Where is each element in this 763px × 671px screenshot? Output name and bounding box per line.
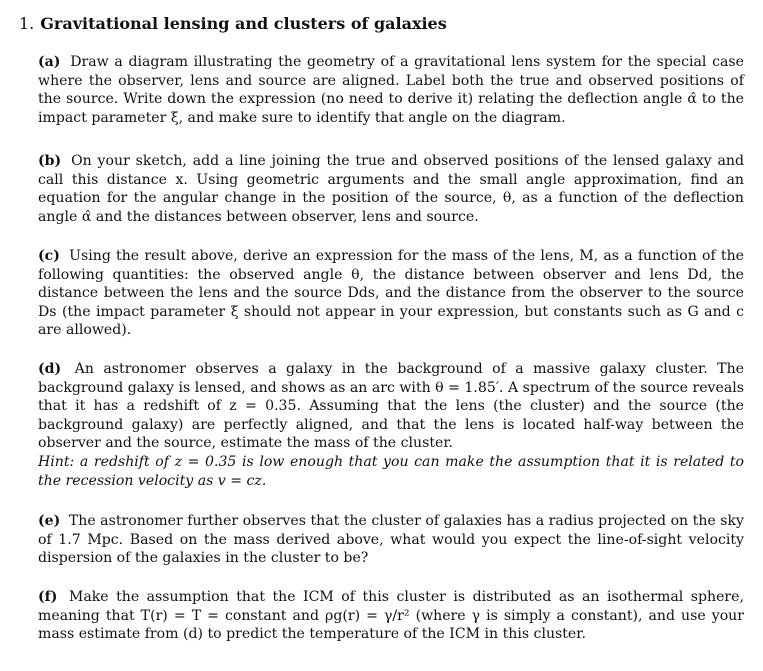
part-d bbox=[38, 360, 744, 490]
part-c-text: Using the result above, derive an expression for the mass of the lens, M, as a function of the following quantities: the observed angle θ, the distance between observer and lens Dd, the distance between the lens and the source Dds, and the distance from the observer to the source Ds (the impact parameter ξ should not appear in your expression, but constants such as G and c are allowed). bbox=[38, 248, 744, 339]
part-a bbox=[38, 53, 744, 127]
part-e-label: (e) bbox=[38, 513, 61, 529]
part-a-text: Draw a diagram illustrating the geometry of a gravitational lens system for the special case where the observer, lens and source are aligned. Label both the true and observed positions of the source. Write down the expression (no need to derive it) relating the deflection angle α̂ to the impact parameter ξ, and make sure to identify that angle on the diagram. bbox=[38, 54, 744, 126]
part-e bbox=[38, 512, 744, 568]
part-d-label: (d) bbox=[38, 361, 62, 377]
question-heading bbox=[19, 14, 447, 33]
part-c-label: (c) bbox=[38, 248, 60, 264]
part-b-label: (b) bbox=[38, 153, 62, 169]
part-b bbox=[38, 152, 744, 226]
part-c bbox=[38, 247, 744, 340]
part-e-text: The astronomer further observes that the cluster of galaxies has a radius projected on the sky of 1.7 Mpc. Based on the mass derived above, what would you expect the line-of-sight velocity dispersion of the galaxies in the cluster to be? bbox=[38, 513, 745, 567]
part-b-text: On your sketch, add a line joining the true and observed positions of the lensed galaxy and call this distance x. Using geometric arguments and the small angle approximation, find an equation for the angular change in the position of the source, θ, as a function of the deflection angle α̂ and the distances between observer, lens and source. bbox=[38, 153, 744, 225]
question-title: Gravitational lensing and clusters of galaxies bbox=[40, 14, 447, 33]
question-number: 1. bbox=[19, 14, 35, 33]
part-a-label: (a) bbox=[38, 54, 61, 70]
part-f-text: Make the assumption that the ICM of this cluster is distributed as an isothermal sphere, meaning that T(r) = T = constant and ρg(r) = γ/r² (where γ is simply a constant), and use your mass estimate from (d) to predict the temperature of the ICM in this cluster. bbox=[38, 589, 744, 643]
part-f-label: (f) bbox=[38, 589, 58, 605]
part-d-text: An astronomer observes a galaxy in the background of a massive galaxy cluster. The background galaxy is lensed, and shows as an arc with θ = 1.85′. A spectrum of the source reveals that it has a redshift of z = 0.35. Assuming that the lens (the cluster) and the source (the background galaxy) are perfectly aligned, and that the lens is located half-way between the observer and the source, estimate the mass of the cluster. bbox=[38, 361, 744, 452]
part-f bbox=[38, 588, 744, 644]
part-d-hint: Hint: a redshift of z = 0.35 is low enough that you can make the assumption that it is related to the recession velocity as v = cz. bbox=[38, 453, 744, 489]
